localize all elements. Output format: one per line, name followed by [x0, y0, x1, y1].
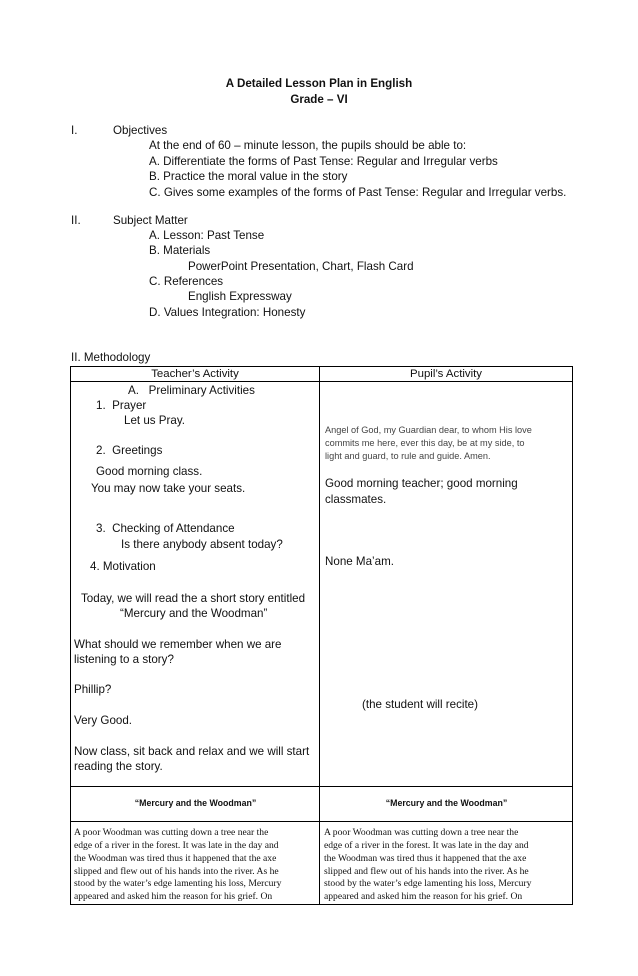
teacher-story-title-cell — [71, 787, 319, 821]
pupil-story-line: slipped and flew out of his hands into the river. As he — [324, 866, 529, 877]
pupil-activity-header: Pupil’s Activity — [320, 367, 573, 382]
pupil-story-title: “Mercury and the Woodman” — [385, 798, 508, 808]
question-line-1: What should we remember when we are — [74, 638, 282, 651]
objectives-heading: Objectives — [113, 124, 168, 137]
subject-matter-heading: Subject Matter — [113, 214, 188, 227]
preliminary-activities: A. Preliminary Activities — [128, 384, 255, 397]
table-row-story-title — [71, 787, 573, 822]
relax-line-1: Now class, sit back and relax and we will start — [74, 745, 310, 758]
pupil-story-line: edge of a river in the forest. It was late in the day and — [324, 840, 529, 851]
question-line-2: listening to a story? — [74, 653, 174, 666]
document-title: A Detailed Lesson Plan in English — [225, 77, 413, 90]
methodology-heading: II. Methodology — [71, 351, 151, 364]
motivation-line-1: Today, we will read the a short story entitled — [81, 592, 306, 605]
subject-materials-label: B. Materials — [149, 244, 211, 257]
motivation-label: 4. Motivation — [90, 560, 156, 573]
pupil-activities-cell — [320, 382, 572, 786]
teacher-story-line: A poor Woodman was cutting down a tree near the — [74, 827, 269, 838]
phillip-prompt: Phillip? — [74, 683, 112, 696]
pupil-story-line: A poor Woodman was cutting down a tree near the — [324, 827, 519, 838]
greetings-label: 2. Greetings — [96, 444, 163, 457]
pupil-story-line: appeared and asked him the reason for his grief. On — [324, 891, 523, 902]
prayer-recital-line-1: Angel of God, my Guardian dear, to whom His love — [325, 425, 532, 435]
objectives-numeral: I. — [71, 124, 78, 137]
attendance-label: 3. Checking of Attendance — [96, 522, 235, 535]
pupil-story-line: stood by the water’s edge lamenting his loss, Mercury — [324, 878, 532, 889]
teacher-story-line: stood by the water’s edge lamenting his loss, Mercury — [74, 878, 282, 889]
objective-item-b: B. Practice the moral value in the story — [149, 170, 348, 183]
prayer-recital-line-3: light and guard, to rule and guide. Amen. — [325, 451, 491, 461]
motivation-line-2: “Mercury and the Woodman” — [120, 607, 268, 620]
subject-references: English Expressway — [188, 290, 292, 303]
greetings-line-1: Good morning class. — [96, 465, 203, 478]
pupil-greeting-line-2: classmates. — [325, 493, 387, 506]
pupil-attendance-answer: None Ma’am. — [325, 555, 394, 568]
greetings-line-2: You may now take your seats. — [91, 482, 246, 495]
prayer-text: Let us Pray. — [124, 414, 186, 427]
subject-materials: PowerPoint Presentation, Chart, Flash Card — [188, 260, 414, 273]
objective-item-a: A. Differentiate the forms of Past Tense: Regular and Irregular verbs — [149, 155, 498, 168]
prayer-label: 1. Prayer — [96, 399, 147, 412]
very-good-text: Very Good. — [74, 714, 133, 727]
objectives-intro: At the end of 60 – minute lesson, the pupils should be able to: — [149, 139, 467, 152]
teacher-story-line: appeared and asked him the reason for his grief. On — [74, 891, 273, 902]
attendance-text: Is there anybody absent today? — [121, 538, 283, 551]
teacher-activities-cell — [71, 382, 319, 786]
table-header-row — [71, 367, 573, 382]
subject-references-label: C. References — [149, 275, 224, 288]
table-row-story-text — [71, 822, 573, 905]
subject-lesson: A. Lesson: Past Tense — [149, 229, 265, 242]
subject-values: D. Values Integration: Honesty — [149, 306, 306, 319]
relax-line-2: reading the story. — [74, 760, 163, 773]
teacher-story-cell — [71, 822, 319, 904]
teacher-story-title: “Mercury and the Woodman” — [134, 798, 257, 808]
pupil-recite-note: (the student will recite) — [362, 698, 478, 711]
pupil-story-title-cell — [320, 787, 572, 821]
methodology-table — [70, 366, 573, 905]
teacher-activity-header: Teacher’s Activity — [71, 367, 320, 382]
pupil-story-cell — [320, 822, 572, 904]
pupil-story-line: the Woodman was tired thus it happened that the axe — [324, 853, 527, 864]
grade-level: Grade – VI — [290, 93, 348, 106]
teacher-story-line: slipped and flew out of his hands into the river. As he — [74, 866, 279, 877]
teacher-story-line: edge of a river in the forest. It was late in the day and — [74, 840, 279, 851]
prayer-recital-line-2: commits me here, ever this day, be at my side, to — [325, 438, 525, 448]
subject-matter-numeral: II. — [71, 214, 81, 227]
table-row-activities — [71, 382, 573, 787]
teacher-story-line: the Woodman was tired thus it happened that the axe — [74, 853, 277, 864]
objective-item-c: C. Gives some examples of the forms of Past Tense: Regular and Irregular verbs. — [149, 186, 567, 199]
pupil-greeting-line-1: Good morning teacher; good morning — [325, 477, 518, 490]
